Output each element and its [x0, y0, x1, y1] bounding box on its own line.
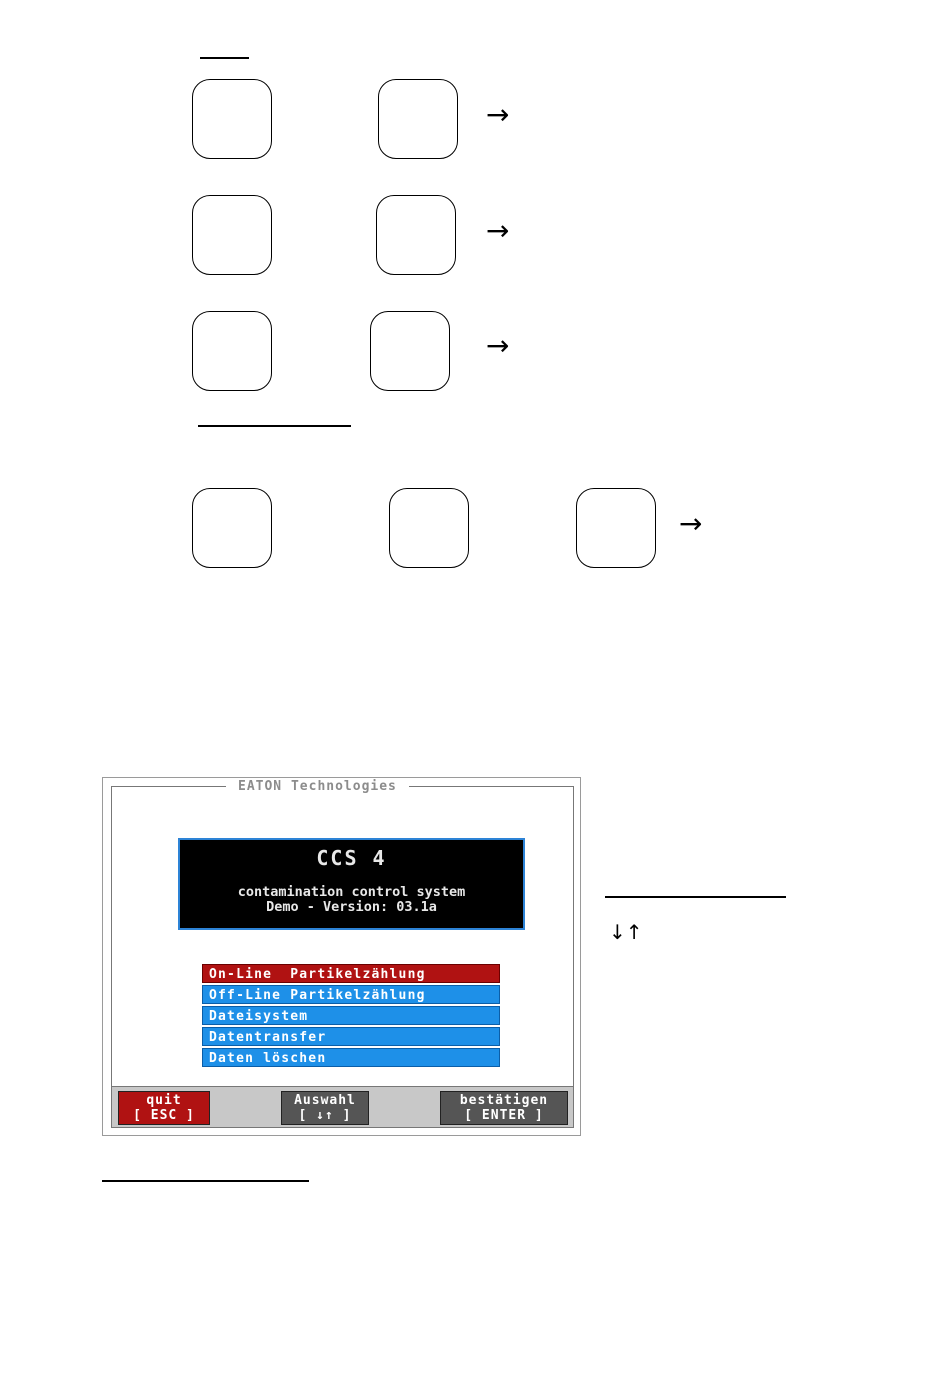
main-menu: [202, 964, 500, 1069]
window-frame: [111, 779, 574, 1128]
key-box: [378, 79, 458, 159]
section-rule: [198, 425, 351, 427]
product-banner: [178, 838, 525, 930]
menu-item-online-particle-count[interactable]: On-Line Partikelzählung: [202, 964, 500, 983]
key-box: [389, 488, 469, 568]
confirm-button[interactable]: [440, 1091, 568, 1125]
quit-label: quit: [146, 1093, 182, 1108]
select-key-hint: [ ↓↑ ]: [298, 1108, 352, 1123]
menu-item-offline-particle-count[interactable]: Off-Line Partikelzählung: [202, 985, 500, 1004]
confirm-key-hint: [ ENTER ]: [464, 1108, 544, 1123]
right-arrow-icon: →: [486, 98, 510, 131]
frame-title: EATON Technologies: [226, 778, 409, 796]
function-key-bar: [112, 1086, 573, 1127]
quit-button[interactable]: [118, 1091, 210, 1125]
bottom-rule: [102, 1180, 309, 1182]
menu-item-delete-data[interactable]: Daten löschen: [202, 1048, 500, 1067]
right-arrow-icon: →: [486, 329, 510, 362]
menu-item-data-transfer[interactable]: Datentransfer: [202, 1027, 500, 1046]
banner-subtitle: contamination control system: [237, 884, 466, 900]
quit-key-hint: [ ESC ]: [133, 1108, 195, 1123]
select-label: Auswahl: [294, 1093, 356, 1108]
top-rule: [200, 57, 249, 59]
banner-title: CCS 4: [316, 846, 387, 870]
key-box: [192, 195, 272, 275]
ccs-screenshot: [102, 777, 581, 1136]
confirm-label: bestätigen: [459, 1093, 549, 1108]
up-down-arrows-icon: ↓↑: [609, 920, 643, 944]
key-box: [192, 79, 272, 159]
key-box: [192, 488, 272, 568]
key-box: [576, 488, 656, 568]
select-button[interactable]: [281, 1091, 369, 1125]
side-rule: [605, 896, 786, 898]
key-box: [376, 195, 456, 275]
key-box: [370, 311, 450, 391]
right-arrow-icon: →: [679, 507, 703, 540]
menu-item-file-system[interactable]: Dateisystem: [202, 1006, 500, 1025]
banner-version: Demo - Version: 03.1a: [266, 899, 437, 915]
key-box: [192, 311, 272, 391]
right-arrow-icon: →: [486, 214, 510, 247]
